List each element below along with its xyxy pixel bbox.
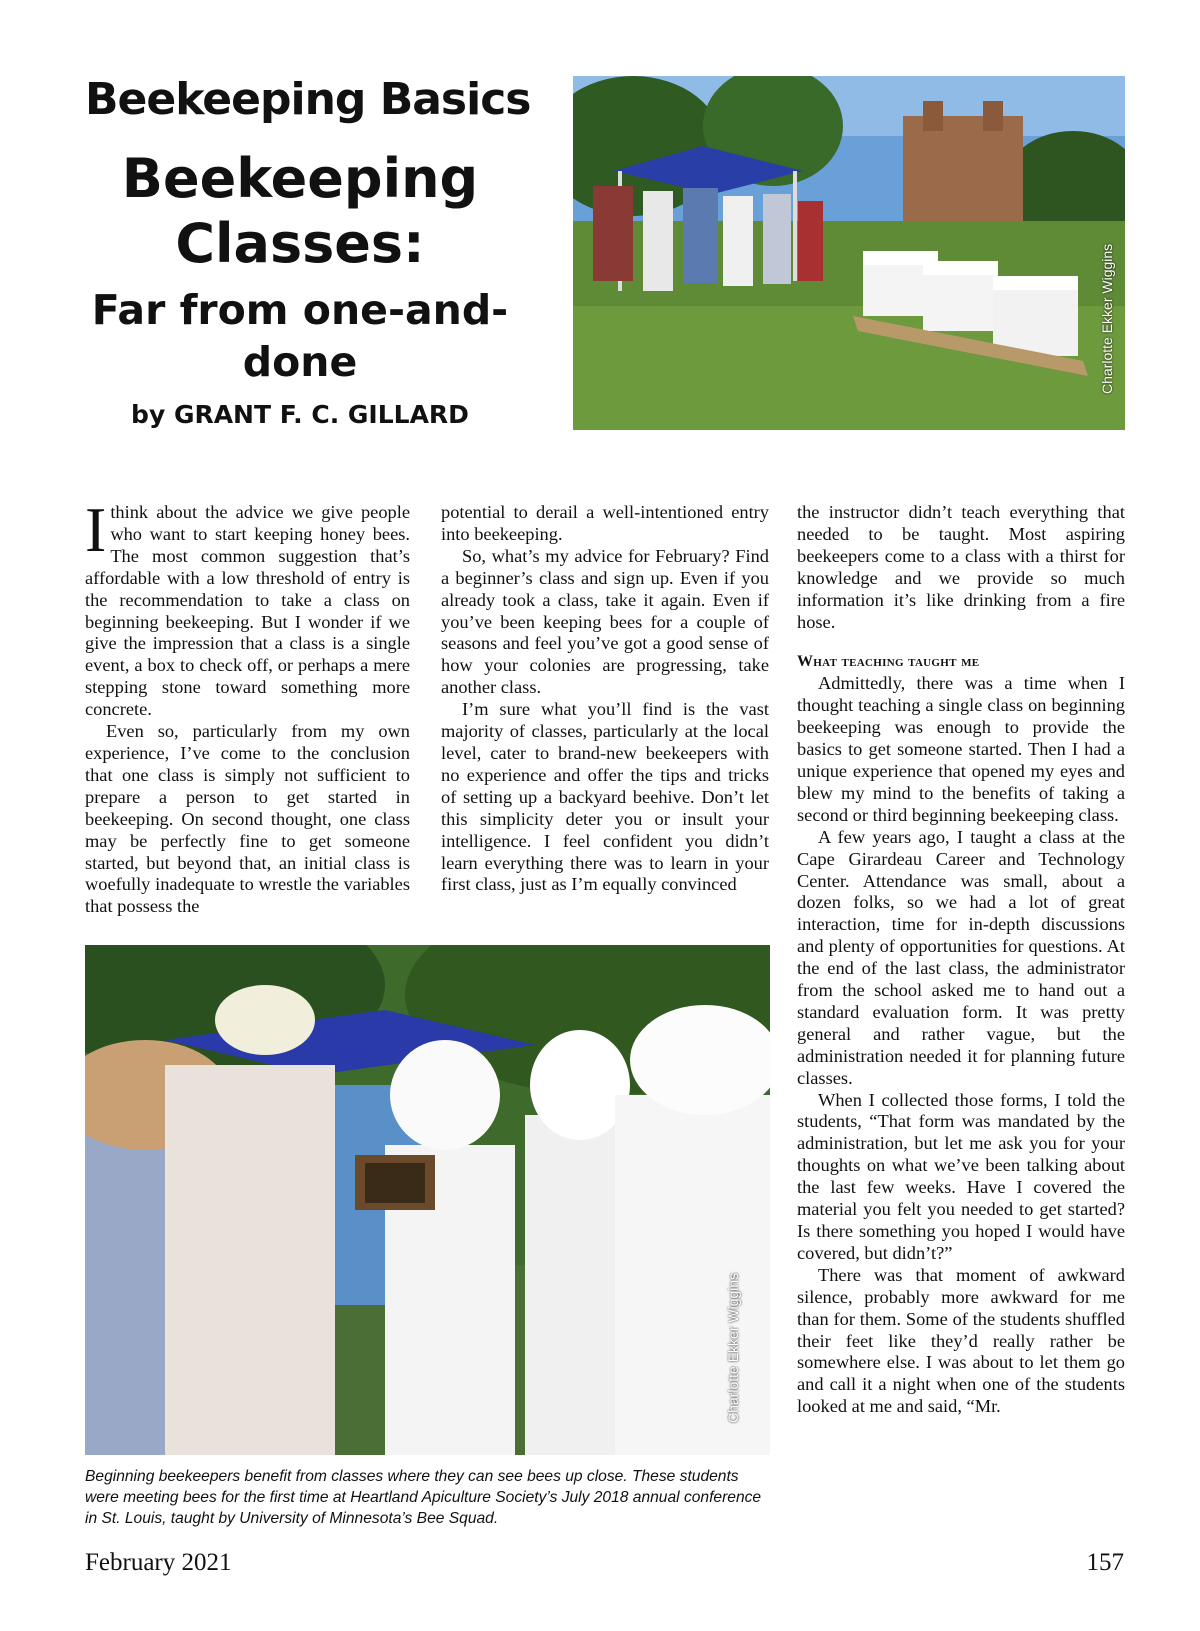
paragraph: Admittedly, there was a time when I thought teaching a single class on beginning beekeeping was enough to provide the basics to get someone started. Then I had a unique experience that opened my eyes and blew my mind to the benefits of taking a second or third beginning beekeeping class. — [797, 673, 1125, 825]
photo-class-outdoors — [573, 76, 1125, 430]
paragraph: Even so, particularly from my own experience, I’ve come to the conclusion that one class is simply not sufficient to prepare a person to get started in beekeeping. On second thought, one class may be perfectly fine to get someone started, but beyond that, an initial class is woefully inadequate to wrestle the variables that possess the — [85, 721, 410, 917]
article-column-3 — [797, 502, 1125, 1418]
paragraph: There was that moment of awkward silence, probably more awkward for me than for them. Some of the students shuffled their feet like they’d really rather be somewhere else. I was about to let them go and call it a night when one of the students looked at me and said, “Mr. — [797, 1264, 1125, 1417]
byline: by GRANT F. C. GILLARD — [131, 400, 469, 429]
photo-caption: Beginning beekeepers benefit from classes where they can see bees up close. These students were meeting bees for the first time at Heartland Apiculture Society’s July 2018 annual conference in St. Louis, taught by University of Minnesota’s Bee Squad. — [85, 1468, 762, 1527]
article-column-1 — [85, 494, 410, 918]
article-column-2 — [441, 502, 769, 896]
paragraph: So, what’s my advice for February? Find a beginner’s class and sign up. Even if you already took a class, take it again. Even if you’ve been keeping bees for a couple of seasons and feel you’ve got a good sense of how your colonies are progressing, take another class. — [441, 545, 769, 698]
section-kicker: Beekeeping Basics — [85, 74, 531, 125]
drop-cap: I — [85, 494, 107, 565]
paragraph: potential to derail a well-intentioned entry into beekeeping. — [441, 502, 769, 544]
section-heading: What teaching taught me — [797, 653, 980, 671]
page-number: 157 — [1086, 1549, 1124, 1576]
paragraph: I’m sure what you’ll find is the vast majority of classes, particularly at the local level, cater to brand-new beekeepers with no experience and offer the tips and tricks of setting up a backyard beehive. Don’t let this simplicity deter you or insult your intelligence. I feel confident you didn’t learn everything there was to learn in your first class, just as I’m equally convinced — [441, 699, 769, 895]
photo-students-with-frame — [85, 945, 770, 1455]
photo-credit-top: Charlotte Ekker Wiggins — [1099, 243, 1115, 394]
paragraph: the instructor didn’t teach everything that needed to be taught. Most aspiring beekeepers come to a class with a thirst for knowledge and we provide so much information it’s like drinking from a fire hose. — [797, 502, 1125, 632]
paragraph: think about the advice we give people who want to start keeping honey bees. The most common suggestion that’s affordable with a low threshold of entry is the recommendation to take a class on beginning beekeeping. But I wonder if we give the impression that a class is a single event, a box to check off, or perhaps a mere stepping stone toward something more concrete. — [85, 502, 410, 720]
article-subtitle: Far from one-and-done — [91, 286, 509, 386]
article-title: Beekeeping Classes: — [121, 147, 479, 275]
photo-credit-bottom: Charlotte Ekker Wiggins — [725, 1272, 741, 1423]
paragraph: A few years ago, I taught a class at the Cape Girardeau Career and Technology Center. Attendance was small, about a dozen folks, so we had a lot of great interaction, time for in-depth discussions and plenty of opportunities for questions. At the end of the last class, the administrator from the school asked me to hand out a standard evaluation form. It was pretty general and rather vague, but the administration needed it for planning future classes. — [797, 826, 1125, 1088]
paragraph: When I collected those forms, I told the students, “That form was mandated by the administration, but let me ask you for your thoughts on what we’ve been talking about the last few weeks. Have I covered the material you felt you needed to get started? Is there something you hoped I would have covered, but didn’t?” — [797, 1089, 1125, 1263]
issue-date: February 2021 — [85, 1549, 232, 1576]
